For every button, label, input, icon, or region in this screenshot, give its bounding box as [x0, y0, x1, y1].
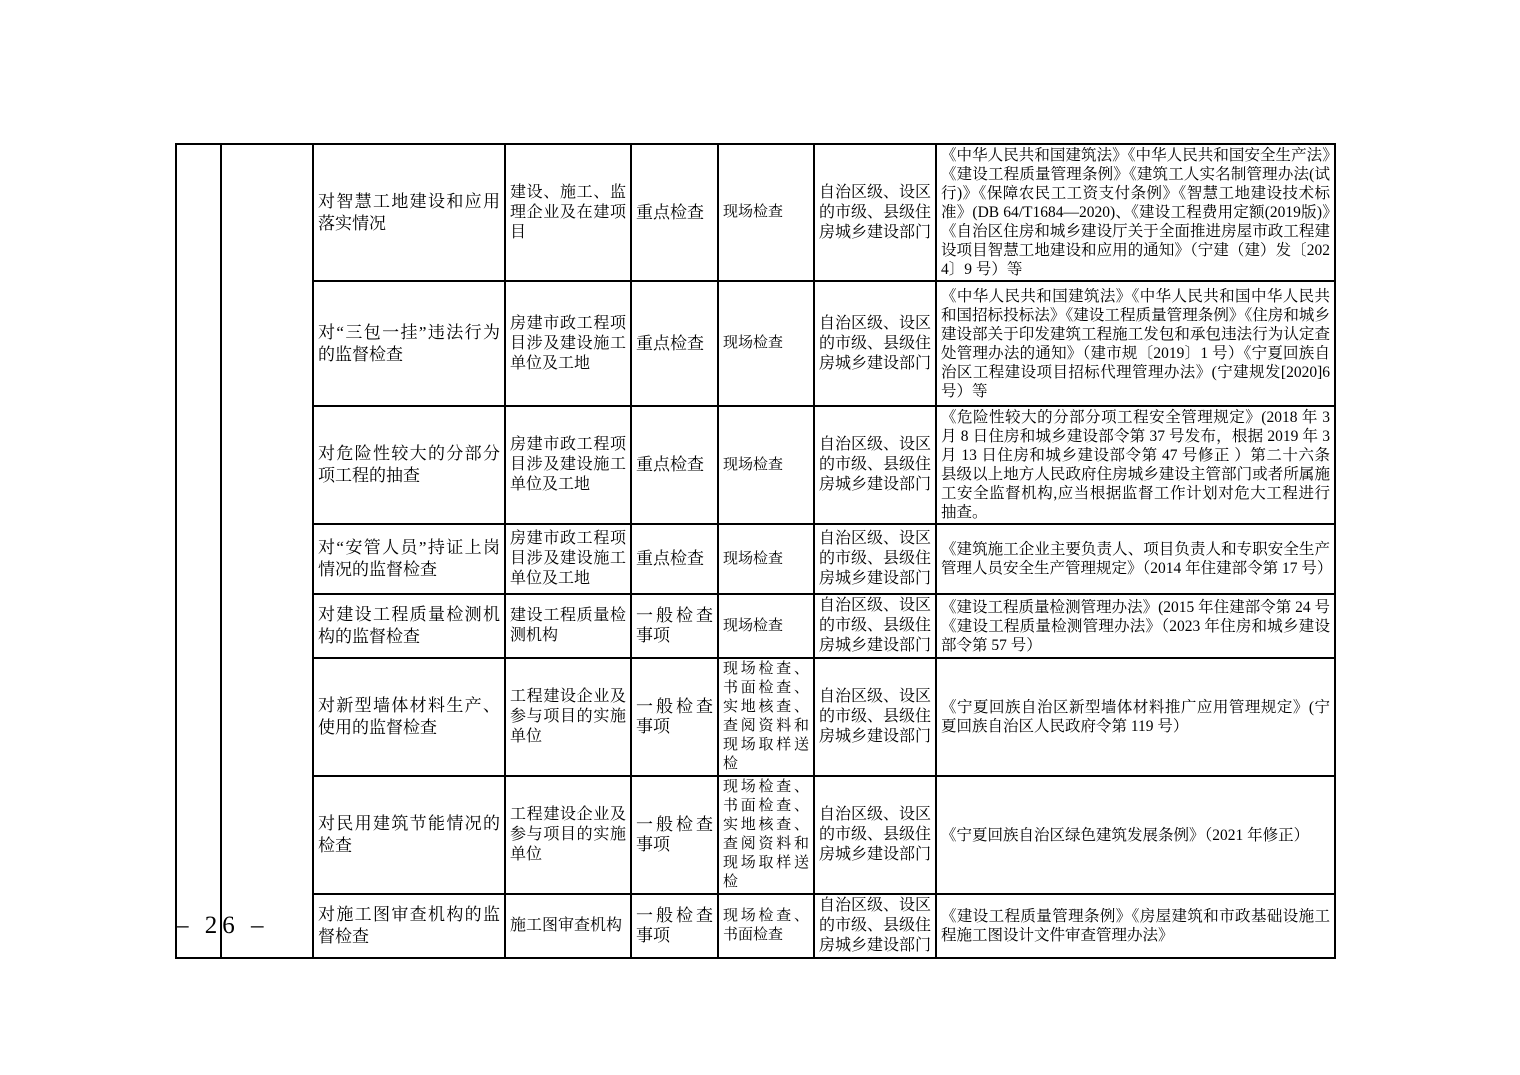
legal-basis: 《中华人民共和国建筑法》《中华人民共和国中华人民共和国招标投标法》《建设工程质量管理条例》《住房和城乡建设部关于印发建筑工程施工发包和承包违法行为认定查处管理办法的通知》（建市规〔2019〕1 号）《宁夏回族自治区工程建设项目招标代理管理办法》(宁建规发[2020]6 号）等 [936, 281, 1335, 406]
inspection-target: 工程建设企业及参与项目的实施单位 [505, 658, 631, 776]
check-method: 现场检查、书面检查、实地核查、查阅资料和现场取样送检 [718, 658, 814, 776]
check-authority: 自治区级、设区的市级、县级住房城乡建设部门 [814, 406, 936, 524]
table-row [176, 658, 1335, 776]
legal-basis: 《中华人民共和国建筑法》《中华人民共和国安全生产法》《建设工程质量管理条例》《建筑工人实名制管理办法(试行)》《保障农民工工资支付条例》《智慧工地建设技术标准》(DB 64/T1684—2020)、《建设工程费用定额(2019版)》《自治区住房和城乡建设厅关于全面推进房屋市政工程建设项目智慧工地建设和应用的通知》（宁建（建）发〔2024〕9 号）等 [936, 144, 1335, 281]
inspection-target: 房建市政工程项目涉及建设施工单位及工地 [505, 406, 631, 524]
check-method: 现场检查 [718, 281, 814, 406]
check-method: 现场检查、书面检查 [718, 894, 814, 958]
check-category: 一般检查事项 [631, 894, 718, 958]
inspection-target: 建设、施工、监理企业及在建项目 [505, 144, 631, 281]
inspection-item: 对“三包一挂”违法行为的监督检查 [313, 281, 505, 406]
check-authority: 自治区级、设区的市级、县级住房城乡建设部门 [814, 776, 936, 894]
table-row [176, 524, 1335, 594]
empty-span-cell-2 [221, 144, 313, 958]
inspection-target: 建设工程质量检测机构 [505, 594, 631, 658]
inspection-target: 工程建设企业及参与项目的实施单位 [505, 776, 631, 894]
table-row [176, 776, 1335, 894]
check-authority: 自治区级、设区的市级、县级住房城乡建设部门 [814, 894, 936, 958]
table-row [176, 894, 1335, 958]
legal-basis: 《建设工程质量检测管理办法》(2015 年住建部令第 24 号《建设工程质量检测管理办法》（2023 年住房和城乡建设部令第 57 号） [936, 594, 1335, 658]
check-category: 重点检查 [631, 524, 718, 594]
check-authority: 自治区级、设区的市级、县级住房城乡建设部门 [814, 658, 936, 776]
legal-basis: 《危险性较大的分部分项工程安全管理规定》(2018 年 3 月 8 日住房和城乡建设部令第 37 号发布，根据 2019 年 3 月 13 日住房和城乡建设部令第 47 号修正 ）第二十六条 县级以上地方人民政府住房城乡建设主管部门或者所属施工安全监督机构,应当根据监督工作计划对危大工程进行抽查。 [936, 406, 1335, 524]
inspection-item: 对施工图审查机构的监督检查 [313, 894, 505, 958]
legal-basis: 《建设工程质量管理条例》《房屋建筑和市政基础设施工程施工图设计文件审查管理办法》 [936, 894, 1335, 958]
check-authority: 自治区级、设区的市级、县级住房城乡建设部门 [814, 594, 936, 658]
inspection-item: 对智慧工地建设和应用落实情况 [313, 144, 505, 281]
inspection-item: 对新型墙体材料生产、使用的监督检查 [313, 658, 505, 776]
inspection-item: 对民用建筑节能情况的检查 [313, 776, 505, 894]
check-category: 一般检查事项 [631, 776, 718, 894]
inspection-target: 房建市政工程项目涉及建设施工单位及工地 [505, 281, 631, 406]
empty-span-cell-1 [176, 144, 221, 958]
check-method: 现场检查 [718, 524, 814, 594]
check-category: 重点检查 [631, 144, 718, 281]
check-method: 现场检查、书面检查、实地核查、查阅资料和现场取样送检 [718, 776, 814, 894]
inspection-item: 对建设工程质量检测机构的监督检查 [313, 594, 505, 658]
table-row [176, 144, 1335, 281]
check-category: 重点检查 [631, 281, 718, 406]
inspection-item: 对“安管人员”持证上岗情况的监督检查 [313, 524, 505, 594]
table-row [176, 281, 1335, 406]
check-category: 重点检查 [631, 406, 718, 524]
check-method: 现场检查 [718, 594, 814, 658]
check-category: 一般检查事项 [631, 594, 718, 658]
check-category: 一般检查事项 [631, 658, 718, 776]
check-authority: 自治区级、设区的市级、县级住房城乡建设部门 [814, 524, 936, 594]
check-authority: 自治区级、设区的市级、县级住房城乡建设部门 [814, 144, 936, 281]
inspection-target: 房建市政工程项目涉及建设施工单位及工地 [505, 524, 631, 594]
check-authority: 自治区级、设区的市级、县级住房城乡建设部门 [814, 281, 936, 406]
inspection-item: 对危险性较大的分部分项工程的抽查 [313, 406, 505, 524]
legal-basis: 《宁夏回族自治区新型墙体材料推广应用管理规定》(宁夏回族自治区人民政府令第 119 号） [936, 658, 1335, 776]
inspection-table [175, 143, 1336, 959]
page-number: – 26 – [176, 912, 269, 939]
legal-basis: 《宁夏回族自治区绿色建筑发展条例》（2021 年修正） [936, 776, 1335, 894]
check-method: 现场检查 [718, 144, 814, 281]
legal-basis: 《建筑施工企业主要负责人、项目负责人和专职安全生产管理人员安全生产管理规定》（2014 年住建部令第 17 号） [936, 524, 1335, 594]
check-method: 现场检查 [718, 406, 814, 524]
table-row [176, 406, 1335, 524]
inspection-target: 施工图审查机构 [505, 894, 631, 958]
table-row [176, 594, 1335, 658]
